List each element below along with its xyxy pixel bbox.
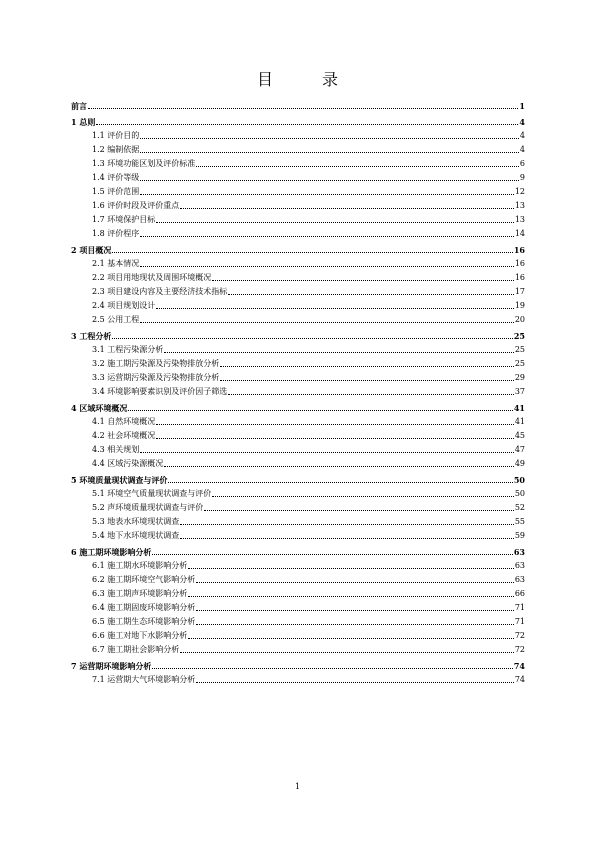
toc-dot-leader — [196, 609, 514, 611]
toc-dot-leader — [164, 351, 514, 353]
toc-dot-leader — [180, 523, 514, 525]
toc-entry-title: 5.2 声环境质量现状调查与评价 — [92, 503, 204, 512]
toc-dot-leader — [220, 365, 514, 367]
toc-entry-page: 13 — [514, 215, 525, 224]
toc-section-entry[interactable] — [71, 297, 525, 311]
toc-entry-page: 16 — [514, 259, 525, 268]
toc-chapter-entry[interactable] — [71, 397, 525, 413]
toc-entry-page: 71 — [514, 603, 525, 612]
toc-dot-leader — [112, 337, 513, 339]
toc-dot-leader — [204, 509, 514, 511]
toc-dot-leader — [220, 379, 514, 381]
toc-entry-title: 2.5 公用工程 — [92, 315, 140, 324]
toc-entry-title: 6.6 施工对地下水影响分析 — [92, 631, 188, 640]
toc-section-entry[interactable] — [71, 441, 525, 455]
toc-entry-title: 1.6 评价时段及评价重点 — [92, 201, 180, 210]
toc-dot-leader — [196, 681, 514, 683]
toc-entry-title: 4.1 自然环境概况 — [92, 417, 156, 426]
toc-entry-title: 3.3 运营期污染源及污染物排放分析 — [92, 373, 220, 382]
toc-chapter-entry[interactable] — [71, 111, 525, 127]
toc-entry-title: 1.2 编制依据 — [92, 145, 140, 154]
toc-dot-leader — [140, 137, 519, 139]
toc-entry-title: 1.7 环境保护目标 — [92, 215, 156, 224]
toc-chapter-entry[interactable] — [71, 96, 525, 111]
toc-chapter-entry[interactable] — [71, 469, 525, 485]
toc-entry-page: 74 — [514, 675, 525, 684]
toc-section-entry[interactable] — [71, 671, 525, 685]
toc-entry-title: 1.1 评价目的 — [92, 131, 140, 140]
toc-dot-leader — [188, 567, 514, 569]
toc-section-entry[interactable] — [71, 557, 525, 571]
toc-entry-page: 37 — [514, 387, 525, 396]
toc-entry-title: 4.4 区域污染源概况 — [92, 459, 164, 468]
toc-section-entry[interactable] — [71, 341, 525, 355]
toc-entry-title: 2.3 项目建设内容及主要经济技术指标 — [92, 287, 228, 296]
toc-dot-leader — [228, 393, 514, 395]
toc-entry-page: 14 — [514, 229, 525, 238]
toc-dot-leader — [140, 321, 514, 323]
toc-dot-leader — [128, 409, 513, 411]
toc-entry-page: 4 — [519, 131, 525, 140]
page-number: 1 — [294, 782, 301, 791]
toc-entry-page: 25 — [514, 359, 525, 368]
toc-entry-page: 16 — [513, 245, 525, 255]
toc-entry-page: 45 — [514, 431, 525, 440]
toc-dot-leader — [156, 307, 514, 309]
toc-entry-title: 2.2 项目用地现状及周围环境概况 — [92, 273, 212, 282]
toc-entry-page: 25 — [514, 345, 525, 354]
toc-section-entry[interactable] — [71, 225, 525, 239]
toc-dot-leader — [164, 465, 514, 467]
toc-chapter-entry[interactable] — [71, 541, 525, 557]
toc-dot-leader — [156, 423, 514, 425]
toc-chapter-entry[interactable] — [71, 325, 525, 341]
toc-dot-leader — [140, 451, 514, 453]
toc-dot-leader — [156, 221, 514, 223]
toc-entry-page: 52 — [514, 503, 525, 512]
toc-section-entry[interactable] — [71, 641, 525, 655]
toc-chapter-entry[interactable] — [71, 239, 525, 255]
toc-dot-leader — [140, 235, 514, 237]
toc-entry-title: 1.4 评价等级 — [92, 173, 140, 182]
toc-dot-leader — [152, 667, 513, 669]
toc-entry-page: 13 — [514, 201, 525, 210]
toc-section-entry[interactable] — [71, 283, 525, 297]
toc-entry-title: 2 项目概况 — [71, 245, 112, 255]
toc-entry-page: 72 — [514, 631, 525, 640]
toc-entry-page: 63 — [514, 561, 525, 570]
toc-entry-page: 66 — [514, 589, 525, 598]
toc-section-entry[interactable] — [71, 527, 525, 541]
toc-section-entry[interactable] — [71, 499, 525, 513]
toc-dot-leader — [180, 651, 514, 653]
toc-dot-leader — [96, 123, 518, 125]
toc-entry-title: 7.1 运营期大气环境影响分析 — [92, 675, 196, 684]
toc-entry-page: 50 — [514, 489, 525, 498]
toc-entry-page: 41 — [514, 417, 525, 426]
toc-entry-title: 4 区域环境概况 — [71, 403, 128, 413]
toc-section-entry[interactable] — [71, 311, 525, 325]
toc-entry-page: 16 — [514, 273, 525, 282]
toc-entry-page: 71 — [514, 617, 525, 626]
toc-dot-leader — [112, 251, 513, 253]
toc-entry-page: 49 — [514, 459, 525, 468]
toc-entry-page: 4 — [519, 117, 525, 127]
toc-dot-leader — [212, 495, 514, 497]
toc-section-entry[interactable] — [71, 383, 525, 397]
toc-dot-leader — [140, 193, 514, 195]
toc-entry-page: 74 — [513, 661, 525, 671]
toc-entry-page: 29 — [514, 373, 525, 382]
toc-section-entry[interactable] — [71, 613, 525, 627]
toc-section-entry[interactable] — [71, 413, 525, 427]
toc-entry-title: 7 运营期环境影响分析 — [71, 661, 152, 671]
toc-dot-leader — [88, 107, 518, 109]
toc-section-entry[interactable] — [71, 355, 525, 369]
toc-section-entry[interactable] — [71, 155, 525, 169]
toc-entry-page: 20 — [514, 315, 525, 324]
toc-section-entry[interactable] — [71, 255, 525, 269]
toc-section-entry[interactable] — [71, 427, 525, 441]
page-title: 目 录 — [256, 70, 361, 89]
toc-dot-leader — [212, 279, 514, 281]
toc-dot-leader — [152, 553, 513, 555]
toc-entry-page: 25 — [513, 331, 525, 341]
toc-entry-title: 5.3 地表水环境现状调查 — [92, 517, 180, 526]
toc-entry-title: 1.5 评价范围 — [92, 187, 140, 196]
toc-entry-title: 4.3 相关规划 — [92, 445, 140, 454]
toc-entry-title: 3.2 施工期污染源及污染物排放分析 — [92, 359, 220, 368]
toc-section-entry[interactable] — [71, 127, 525, 141]
toc-entry-title: 1.8 评价程序 — [92, 229, 140, 238]
toc-entry-page: 17 — [514, 287, 525, 296]
toc-entry-title: 4.2 社会环境概况 — [92, 431, 156, 440]
toc-section-entry[interactable] — [71, 485, 525, 499]
toc-section-entry[interactable] — [71, 513, 525, 527]
toc-section-entry[interactable] — [71, 141, 525, 155]
toc-entry-page: 59 — [514, 531, 525, 540]
toc-entry-page: 63 — [513, 547, 525, 557]
toc-entry-page: 41 — [513, 403, 525, 413]
toc-dot-leader — [140, 265, 514, 267]
toc-chapter-entry[interactable] — [71, 655, 525, 671]
toc-entry-title: 6.3 施工期声环境影响分析 — [92, 589, 188, 598]
toc-entry-title: 5.1 环境空气质量现状调查与评价 — [92, 489, 212, 498]
toc-section-entry[interactable] — [71, 585, 525, 599]
toc-dot-leader — [196, 623, 514, 625]
toc-entry-page: 9 — [519, 173, 525, 182]
toc-entry-page: 6 — [519, 159, 525, 168]
toc-entry-title: 前言 — [71, 101, 87, 111]
toc-entry-page: 1 — [519, 101, 525, 111]
table-of-contents — [71, 96, 525, 685]
toc-entry-page: 50 — [513, 475, 525, 485]
toc-dot-leader — [196, 165, 519, 167]
toc-entry-title: 5 环境质量现状调查与评价 — [71, 475, 168, 485]
toc-entry-page: 55 — [514, 517, 525, 526]
toc-entry-title: 6.1 施工期水环境影响分析 — [92, 561, 188, 570]
toc-entry-title: 2.1 基本情况 — [92, 259, 140, 268]
toc-dot-leader — [168, 481, 513, 483]
toc-section-entry[interactable] — [71, 599, 525, 613]
toc-dot-leader — [156, 437, 514, 439]
toc-section-entry[interactable] — [71, 183, 525, 197]
toc-dot-leader — [228, 293, 514, 295]
toc-dot-leader — [180, 207, 514, 209]
toc-entry-page: 63 — [514, 575, 525, 584]
toc-dot-leader — [140, 151, 519, 153]
toc-dot-leader — [140, 179, 519, 181]
toc-entry-title: 6.7 施工期社会影响分析 — [92, 645, 180, 654]
toc-entry-page: 12 — [514, 187, 525, 196]
toc-entry-title: 6.5 施工期生态环境影响分析 — [92, 617, 196, 626]
toc-section-entry[interactable] — [71, 211, 525, 225]
toc-entry-page: 47 — [514, 445, 525, 454]
toc-section-entry[interactable] — [71, 169, 525, 183]
toc-section-entry[interactable] — [71, 455, 525, 469]
toc-section-entry[interactable] — [71, 571, 525, 585]
toc-entry-title: 1 总则 — [71, 117, 96, 127]
toc-entry-title: 3.4 环境影响要素识别及评价因子筛选 — [92, 387, 228, 396]
toc-entry-title: 2.4 项目规划设计 — [92, 301, 156, 310]
toc-dot-leader — [180, 537, 514, 539]
toc-dot-leader — [188, 595, 514, 597]
toc-entry-title: 5.4 地下水环境现状调查 — [92, 531, 180, 540]
toc-section-entry[interactable] — [71, 627, 525, 641]
toc-entry-title: 6.4 施工期固废环境影响分析 — [92, 603, 196, 612]
toc-entry-title: 6 施工期环境影响分析 — [71, 547, 152, 557]
toc-dot-leader — [188, 637, 514, 639]
toc-section-entry[interactable] — [71, 369, 525, 383]
toc-entry-title: 1.3 环境功能区划及评价标准 — [92, 159, 196, 168]
toc-section-entry[interactable] — [71, 269, 525, 283]
toc-entry-page: 4 — [519, 145, 525, 154]
toc-entry-title: 3 工程分析 — [71, 331, 112, 341]
toc-entry-page: 72 — [514, 645, 525, 654]
toc-entry-title: 6.2 施工期环境空气影响分析 — [92, 575, 196, 584]
toc-entry-page: 19 — [514, 301, 525, 310]
toc-dot-leader — [196, 581, 514, 583]
toc-section-entry[interactable] — [71, 197, 525, 211]
toc-entry-title: 3.1 工程污染源分析 — [92, 345, 164, 354]
